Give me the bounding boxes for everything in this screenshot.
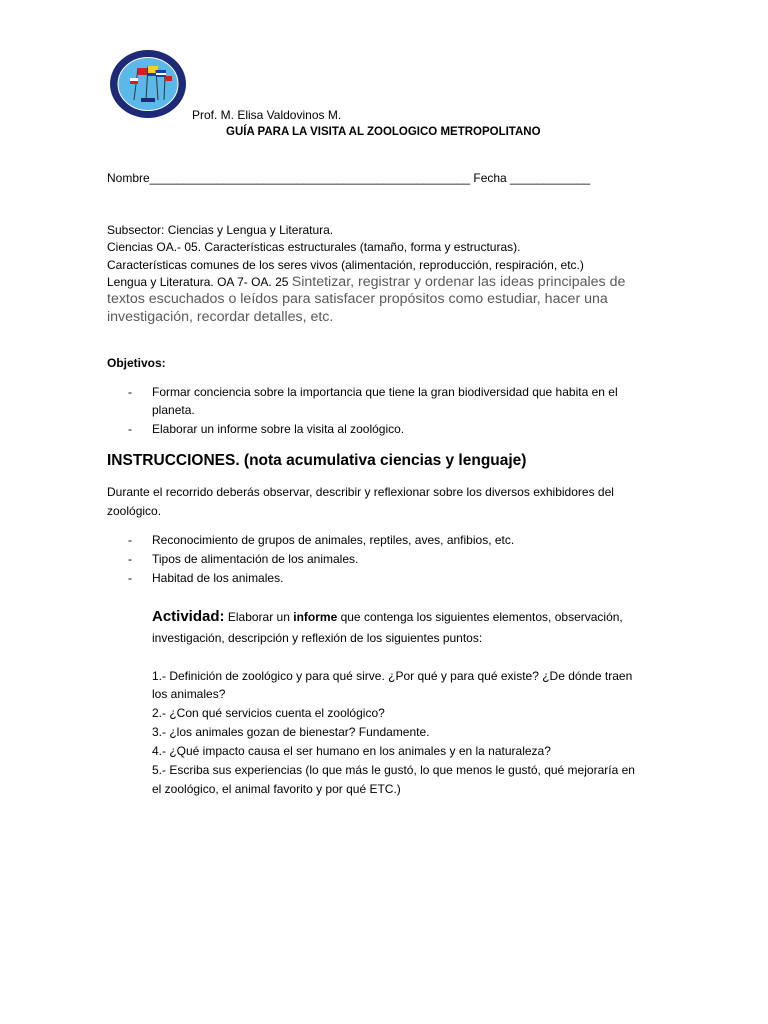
actividad-text-a: Elaborar un	[224, 610, 294, 624]
page-title: GUÍA PARA LA VISITA AL ZOOLOGICO METROPOLITANO	[226, 126, 541, 138]
ciencias-line: Ciencias OA.- 05. Características estructurales (tamaño, forma y estructuras).	[107, 240, 521, 254]
lengua-objective-line-2: textos escuchados o leídos para satisfacer propósitos como estudiar, hacer una	[107, 291, 608, 307]
name-date-field-line: Nombre________________________________________________ Fecha ____________	[107, 171, 591, 185]
list-item: Formar conciencia sobre la importancia que tiene la gran biodiversidad que habita en el	[152, 385, 618, 399]
school-seal-icon	[108, 48, 188, 120]
instrucciones-intro-line-2: zoológico.	[107, 504, 162, 518]
list-item: Reconocimiento de grupos de animales, reptiles, aves, anfibios, etc.	[152, 533, 515, 547]
school-logo	[108, 48, 188, 120]
teacher-name: Prof. M. Elisa Valdovinos M.	[192, 108, 342, 122]
actividad-point: 3.- ¿los animales gozan de bienestar? Fundamente.	[152, 725, 430, 739]
list-item-continuation: planeta.	[152, 403, 195, 417]
actividad-point: 1.- Definición de zoológico y para qué sirve. ¿Por qué y para qué existe? ¿De dónde traen	[152, 669, 633, 683]
list-bullet: -	[128, 385, 132, 399]
subsector-line: Subsector: Ciencias y Lengua y Literatura.	[107, 223, 334, 237]
actividad-line-2: investigación, descripción y reflexión de los siguientes puntos:	[152, 631, 483, 645]
instrucciones-heading: INSTRUCCIONES. (nota acumulativa ciencias y lenguaje)	[107, 452, 527, 469]
instrucciones-intro-line-1: Durante el recorrido deberás observar, describir y reflexionar sobre los diversos exhibidores del	[107, 485, 614, 499]
actividad-point: el zoológico, el animal favorito y por qué ETC.)	[152, 782, 401, 796]
list-bullet: -	[128, 533, 132, 547]
lengua-line	[107, 273, 625, 292]
lengua-prefix: Lengua y Literatura. OA 7- OA. 25	[107, 275, 292, 289]
lengua-objective-line-1: Sintetizar, registrar y ordenar las ideas principales de	[291, 274, 626, 290]
lengua-objective-line-3: investigación, recordar detalles, etc.	[107, 309, 334, 325]
actividad-point: 4.- ¿Qué impacto causa el ser humano en los animales y en la naturaleza?	[152, 744, 551, 758]
list-bullet: -	[128, 571, 132, 585]
actividad-line-1	[152, 608, 623, 627]
list-bullet: -	[128, 422, 132, 436]
caracteristicas-line: Características comunes de los seres vivos (alimentación, reproducción, respiración, etc.)	[107, 258, 584, 272]
actividad-point: los animales?	[152, 687, 226, 701]
actividad-label: Actividad:	[152, 608, 225, 625]
actividad-text-b: que contenga los siguientes elementos, observación,	[337, 610, 623, 624]
list-bullet: -	[128, 552, 132, 566]
list-item: Habitad de los animales.	[152, 571, 284, 585]
objetivos-heading: Objetivos:	[107, 356, 166, 370]
list-item: Elaborar un informe sobre la visita al zoológico.	[152, 422, 405, 436]
actividad-informe: informe	[293, 610, 338, 624]
actividad-point: 2.- ¿Con qué servicios cuenta el zoológico?	[152, 706, 385, 720]
list-item: Tipos de alimentación de los animales.	[152, 552, 359, 566]
actividad-point: 5.- Escriba sus experiencias (lo que más le gustó, lo que menos le gustó, qué mejoraría en	[152, 763, 635, 777]
